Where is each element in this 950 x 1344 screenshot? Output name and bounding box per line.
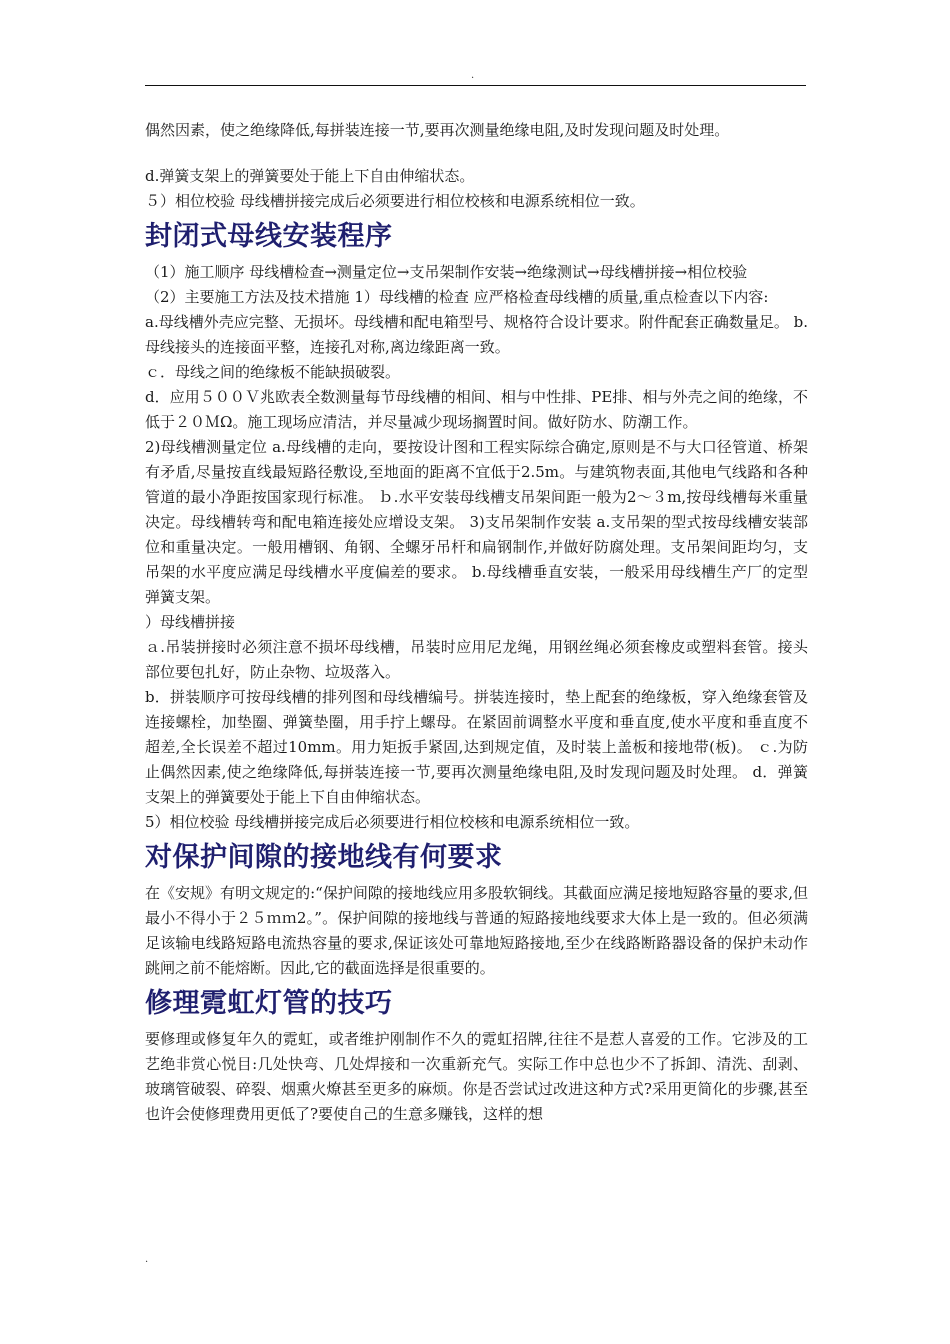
section-heading: 修理霓虹灯管的技巧: [145, 988, 393, 1019]
page-content: [145, 118, 808, 1127]
paragraph: ａ.吊装拼接时必须注意不损坏母线槽，吊装时应用尼龙绳，用钢丝绳必须套橡皮或塑料套管。接头部位要包扎好，防止杂物、垃圾落入。: [145, 638, 808, 681]
paragraph: d．应用５００Ｖ兆欧表全数测量每节母线槽的相间、相与中性排、PE排、相与外壳之间的绝缘，不低于２０ＭΩ。施工现场应清洁，并尽量减少现场搁置时间。做好防水、防潮工作。: [145, 388, 808, 431]
paragraph: （1）施工顺序 ‍母线槽检查→测量定位→支吊架制作安装→绝缘测试→母线槽拼接→相位校验: [145, 263, 748, 281]
paragraph: b．拼装顺序可按母线槽的排列图和母线槽编号。拼装连接时，垫上配套的绝缘板，穿入绝缘套管及连接螺栓，加垫圈、弹簧垫圈，用手拧上螺母。在紧固前调整水平度和垂直度,使水平度和垂直度不超差,全长误差不超过10mm。用力矩扳手紧固,达到规定值，及时装上盖板和接地带(板)。 ‍ｃ.为防止偶然因素,使之绝缘降低,每拼装连接一节,要再次测量绝缘电阻,及时发现问题及时处理。 ‍d．弹簧支架上的弹簧要处于能上下自由伸缩状态。: [145, 688, 808, 806]
paragraph: 在《安规》有明文规定的:“保护间隙的接地线应用多股软铜线。其截面应满足接地短路容量的要求,但最小不得小于２５ｍｍ2。”。保护间隙的接地线与普通的短路接地线要求大体上是一致的。但必须满足该输电线路短路电流热容量的要求,保证该处可靠地短路接地,至少在线路断路器设备的保护未动作跳闸之前不能熔断。因此,它的截面选择是很重要的。: [145, 884, 808, 977]
paragraph: a.母线槽外壳应完整、无损坏。母线槽和配电箱型号、规格符合设计要求。附件配套正确数量足。 ‍b.母线接头的连接面平整，连接孔对称,离边缘距离一致。: [145, 313, 808, 356]
section-heading: 对保护间隙的接地线有何要求: [145, 842, 503, 873]
paragraph-gap: [145, 143, 808, 164]
paragraph: 2)母线槽测量定位 ‍a.母线槽的走向，要按设计图和工程实际综合确定,原则是不与大口径管道、桥架有矛盾,尽量按直线最短路径敷设,至地面的距离不宜低于2.5m。与建筑物表面,其他电气线路和各种管道的最小净距按国家现行标准。 ‍ｂ.水平安装母线槽支吊架间距一般为2～３m,按母线槽每米重量决定。母线槽转弯和配电箱连接处应增设支架。 3‍)支吊架制作安装 ‍a.支吊架的型式按母线槽安装部位和重量决定。一般用槽钢、角钢、全螺牙吊杆和扁钢制作,并做好防腐处理。支吊架间距均匀，支吊架的水平度应满足母线槽水平度偏差的要求。 ‍b.母线槽垂直安装，一般采用母线槽生产厂的定型弹簧支架。: [145, 438, 808, 606]
header-rule: [145, 85, 806, 86]
paragraph: 偶然因素，使之绝缘降低,每拼装连接一节,要再次测量绝缘电阻,及时发现问题及时处理。: [145, 121, 730, 139]
paragraph: ５）相位校验 ‍母线槽拼接完成后必须要进行相位校核和电源系统相位一致。: [145, 192, 645, 210]
paragraph: （2）主要施工方法及技术措施 1‍）母线槽的检查 ‍应严格检查母线槽的质量,重点检查以下内容:: [145, 288, 769, 306]
section-heading: 封闭式母线安装程序: [145, 221, 393, 252]
paragraph: ）母线槽拼接: [145, 613, 236, 631]
paragraph: 5）相位校验 ‍母线槽拼接完成后必须要进行相位校核和电源系统相位一致。: [145, 813, 640, 831]
header-dot: .: [471, 70, 475, 81]
footer-dot: .: [145, 1254, 149, 1265]
paragraph: d.弹簧支架上的弹簧要处于能上下自由伸缩状态。: [145, 167, 475, 185]
paragraph: 要修理或修复年久的霓虹，或者维护刚制作不久的霓虹招牌,往往不是惹人喜爱的工作。它涉及的工艺绝非赏心悦目:几处快弯、几处焊接和一次重新充气。实际工作中总也少不了拆卸、清洗、刮剥、玻璃管破裂、碎裂、烟熏火燎甚至更多的麻烦。你是否尝试过改进这种方式?采用更简化的步骤,甚至也许会使修理费用更低了?要使自己的生意多赚钱，这样的想: [145, 1030, 808, 1123]
paragraph: ｃ．母线之间的绝缘板不能缺损破裂。: [145, 363, 401, 381]
